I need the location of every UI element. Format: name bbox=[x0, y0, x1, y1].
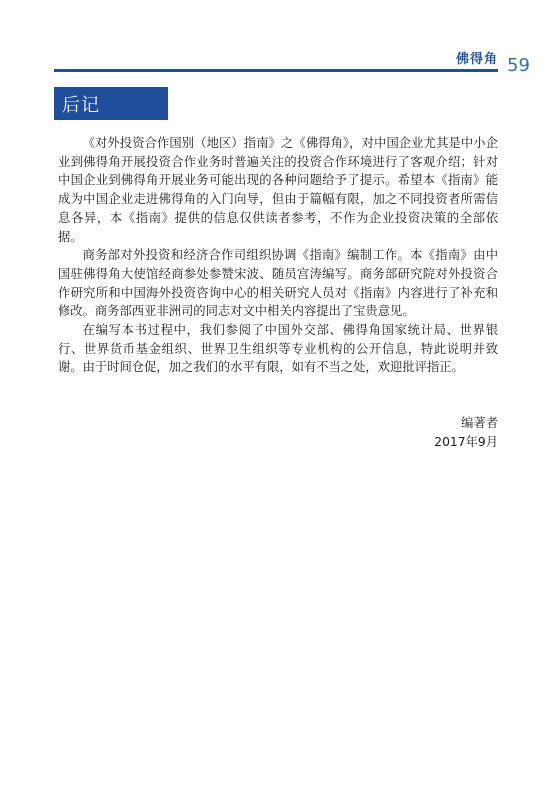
running-title: 佛得角 bbox=[455, 52, 498, 67]
body-text bbox=[58, 134, 498, 377]
section-banner bbox=[54, 87, 168, 120]
running-header bbox=[54, 44, 498, 72]
signature-author: 编著者 bbox=[461, 416, 498, 430]
paragraph: 《对外投资合作国别（地区）指南》之《佛得角》，对中国企业尤其是中小企业到佛得角开展投资合作业务时普遍关注的投资合作环境进行了客观介绍；针对中国企业到佛得角开展业务可能出现的各种问题给予了提示。希望本《指南》能成为中国企业走进佛得角的入门向导，但由于篇幅有限，加之不同投资者所需信息各异，本《指南》提供的信息仅供读者参考，不作为企业投资决策的全部依据。 bbox=[58, 136, 498, 244]
signature-date: 2017年9月 bbox=[434, 434, 498, 449]
paragraph: 商务部对外投资和经济合作司组织协调《指南》编制工作。本《指南》由中国驻佛得角大使馆经商参处参赞宋波、随员宫涛编写。商务部研究院对外投资合作研究所和中国海外投资咨询中心的相关研究人员对《指南》内容进行了补充和修改。商务部西亚非洲司的同志对文中相关内容提出了宝贵意见。 bbox=[58, 248, 498, 319]
signature-block bbox=[434, 414, 498, 451]
paragraph: 在编写本书过程中，我们参阅了中国外交部、佛得角国家统计局、世界银行、世界货币基金组织、世界卫生组织等专业机构的公开信息，特此说明并致谢。由于时间仓促，加之我们的水平有限，如有不当之处，欢迎批评指正。 bbox=[58, 323, 498, 375]
header-rule bbox=[54, 69, 498, 72]
section-title: 后记 bbox=[62, 95, 100, 116]
page-number: 59 bbox=[507, 55, 530, 76]
